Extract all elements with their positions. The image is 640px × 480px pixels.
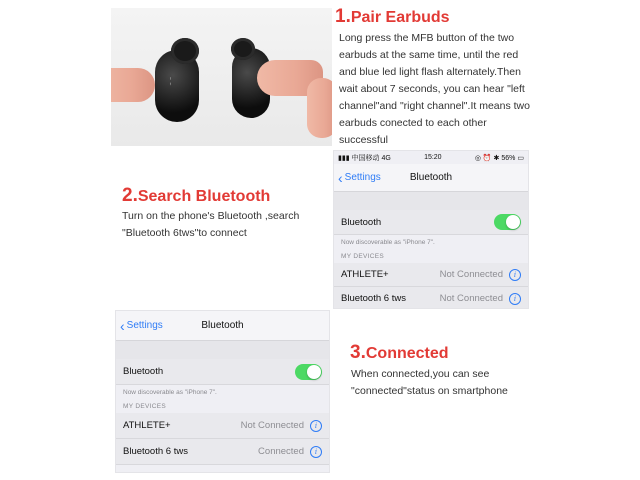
back-label: Settings	[126, 320, 163, 331]
info-icon[interactable]: i	[509, 293, 521, 305]
battery-icon: ▭	[517, 154, 524, 162]
device-status: Not Connected	[240, 420, 304, 431]
device-name: Bluetooth 6 tws	[123, 446, 188, 457]
device-status: Not Connected	[439, 269, 503, 280]
step3-body: When connected,you can see "connected"status on smartphone	[351, 368, 508, 397]
status-bar	[334, 151, 528, 164]
device-row[interactable]	[116, 439, 329, 465]
info-icon[interactable]: i	[310, 446, 322, 458]
phone-screen-connected	[115, 310, 330, 473]
bluetooth-toggle[interactable]	[494, 214, 521, 230]
back-button[interactable]	[338, 169, 381, 186]
device-name: Bluetooth 6 tws	[341, 293, 406, 304]
left-earbud-logo: ~ ~	[168, 76, 175, 86]
phone-screen-search	[333, 150, 529, 309]
info-icon[interactable]: i	[310, 420, 322, 432]
device-name: ATHLETE+	[341, 269, 389, 280]
bluetooth-toggle-row	[116, 359, 329, 385]
battery-label: 56%	[501, 154, 516, 162]
chevron-left-icon: ‹	[338, 169, 343, 186]
discoverable-note: Now discoverable as "iPhone 7".	[341, 239, 435, 246]
device-row[interactable]	[334, 287, 528, 309]
device-status-wrap	[258, 446, 322, 458]
nav-title: Bluetooth	[409, 172, 453, 183]
left-finger	[111, 68, 155, 102]
device-status-wrap	[440, 269, 521, 281]
device-status-wrap	[440, 293, 521, 305]
device-name: ATHLETE+	[123, 420, 171, 431]
network-label: 4G	[381, 154, 391, 162]
signal-icon: ▮▮▮	[338, 154, 350, 162]
device-status-wrap	[241, 420, 322, 432]
nav-bar	[116, 311, 329, 341]
step3-number: 3.	[350, 342, 366, 363]
status-icons: ◎ ⏰ ✱	[474, 154, 500, 162]
device-row[interactable]	[116, 413, 329, 439]
spacer	[334, 192, 528, 210]
left-eartip	[171, 38, 199, 64]
carrier-label: 中国移动	[351, 154, 380, 162]
device-status: Not Connected	[439, 293, 503, 304]
step2-title: Search Bluetooth	[137, 188, 271, 205]
my-devices-header: MY DEVICES	[341, 253, 384, 260]
back-button[interactable]	[120, 317, 163, 334]
step1-number: 1.	[335, 6, 351, 27]
toggle-knob	[307, 365, 321, 379]
right-eartip	[231, 38, 255, 60]
step3-title: Connected	[365, 345, 449, 362]
my-devices-header: MY DEVICES	[123, 403, 166, 410]
info-icon[interactable]: i	[509, 269, 521, 281]
bluetooth-label: Bluetooth	[341, 216, 382, 228]
earbuds-photo	[111, 8, 332, 146]
step3-heading	[350, 342, 449, 364]
chevron-left-icon: ‹	[120, 317, 125, 334]
back-label: Settings	[344, 172, 381, 183]
device-row[interactable]	[334, 263, 528, 287]
toggle-knob	[506, 215, 520, 229]
discoverable-note: Now discoverable as "iPhone 7".	[123, 389, 217, 396]
bluetooth-toggle-row	[334, 210, 528, 235]
bluetooth-toggle[interactable]	[295, 364, 322, 380]
bluetooth-label: Bluetooth	[123, 366, 164, 377]
step2-body: Turn on the phone's Bluetooth ,search "Bluetooth 6tws"to connect	[122, 210, 300, 239]
spacer	[116, 341, 329, 359]
step2-heading	[122, 185, 270, 207]
step1-heading	[335, 6, 450, 28]
nav-bar	[334, 164, 528, 192]
right-hand	[307, 78, 332, 138]
step1-body: Long press the MFB button of the two earbuds at the same time, until the red and blue led light flash alternately.Then wait about 7 seconds, you can hear "left channel"and "right channel".It means two earbuds conected to each other successful	[339, 32, 530, 146]
status-right	[475, 154, 524, 162]
device-status: Connected	[258, 446, 304, 457]
step1-title: Pair Earbuds	[350, 9, 450, 26]
nav-title: Bluetooth	[201, 320, 244, 331]
step2-number: 2.	[122, 185, 138, 206]
status-time: 15:20	[424, 154, 442, 161]
status-left	[338, 153, 391, 163]
